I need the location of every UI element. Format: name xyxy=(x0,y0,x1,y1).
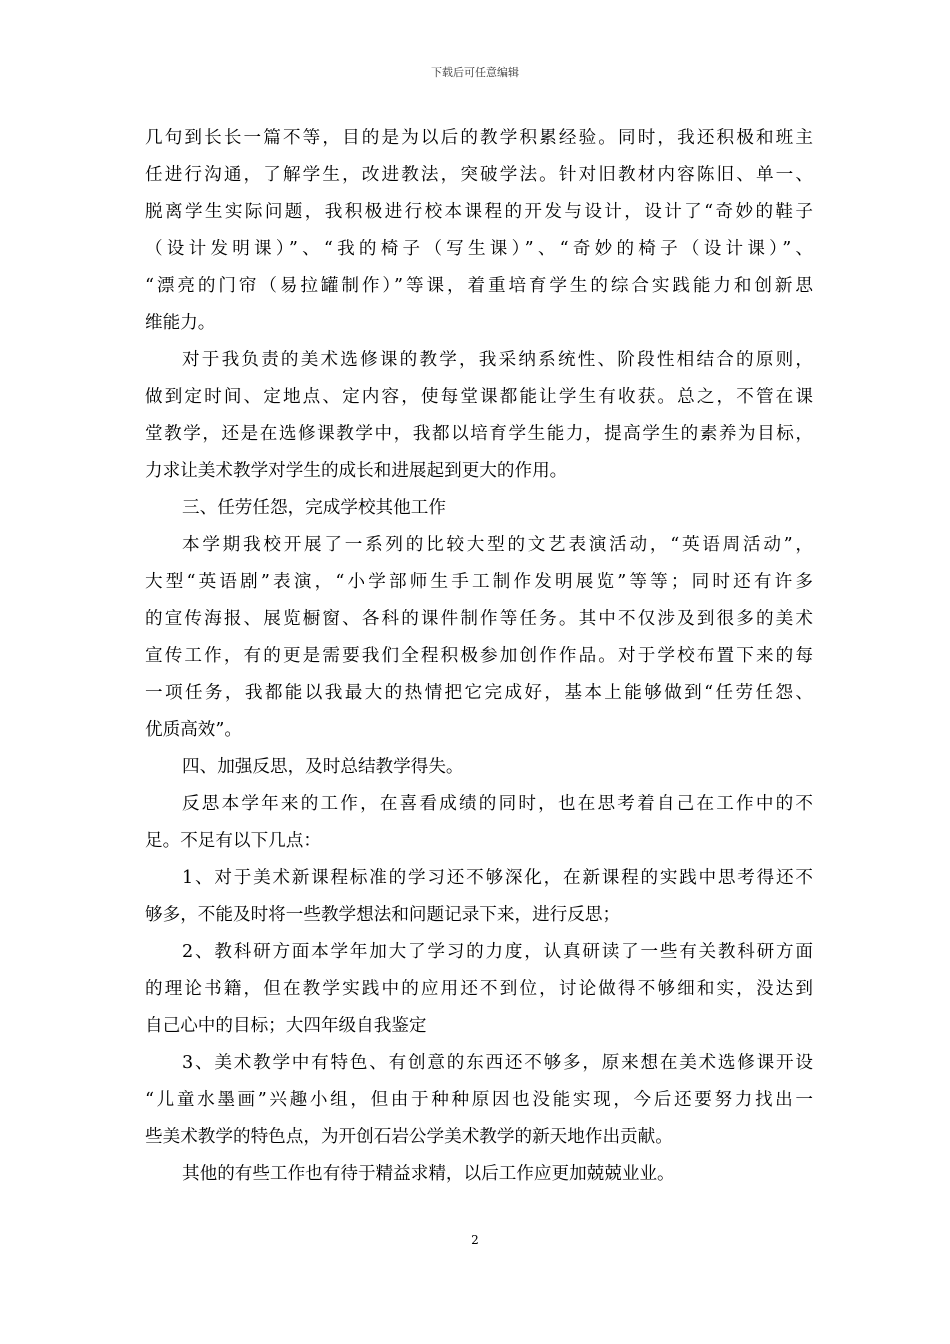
text-line: 脱离学生实际问题，我积极进行校本课程的开发与设计，设计了“奇妙的鞋子 xyxy=(145,202,813,222)
text-line: 做到定时间、定地点、定内容，使每堂课都能让学生有收获。总之，不管在课 xyxy=(145,387,813,407)
text-line: 2、教科研方面本学年加大了学习的力度，认真研读了一些有关教科研方面 xyxy=(182,942,813,962)
page-number: 2 xyxy=(471,1233,479,1247)
text-line: 堂教学，还是在选修课教学中，我都以培育学生能力，提高学生的素养为目标， xyxy=(145,424,813,444)
text-line: 1、对于美术新课程标准的学习还不够深化，在新课程的实践中思考得还不 xyxy=(182,868,813,888)
text-line: 的理论书籍，但在教学实践中的应用还不到位，讨论做得不够细和实，没达到 xyxy=(145,979,813,999)
text-line: 3、美术教学中有特色、有创意的东西还不够多，原来想在美术选修课开设 xyxy=(182,1053,813,1073)
text-line: “漂亮的门帘（易拉罐制作）”等课，着重培育学生的综合实践能力和创新思 xyxy=(145,276,813,296)
text-line: “儿童水墨画”兴趣小组，但由于种种原因也没能实现，今后还要努力找出一 xyxy=(145,1090,813,1110)
text-line: 任进行沟通，了解学生，改进教法，突破学法。针对旧教材内容陈旧、单一、 xyxy=(145,165,813,185)
text-line: 自己心中的目标；大四年级自我鉴定 xyxy=(145,1016,427,1036)
text-line: （设计发明课）”、“我的椅子（写生课）”、“奇妙的椅子（设计课）”、 xyxy=(145,239,813,259)
text-line: 对于我负责的美术选修课的教学，我采纳系统性、阶段性相结合的原则， xyxy=(182,350,813,370)
text-line: 本学期我校开展了一系列的比较大型的文艺表演活动，“英语周活动”， xyxy=(182,535,813,555)
text-line: 的宣传海报、展览橱窗、各科的课件制作等任务。其中不仅涉及到很多的美术 xyxy=(145,609,813,629)
section-heading: 四、加强反思，及时总结教学得失。 xyxy=(182,757,464,777)
section-heading: 三、任劳任怨，完成学校其他工作 xyxy=(182,498,446,518)
text-line: 优质高效”。 xyxy=(145,720,242,740)
text-line: 反思本学年来的工作，在喜看成绩的同时，也在思考着自己在工作中的不 xyxy=(182,794,813,814)
text-line: 足。不足有以下几点： xyxy=(145,831,321,851)
text-line: 够多，不能及时将一些教学想法和问题记录下来，进行反思； xyxy=(145,905,621,925)
text-line: 些美术教学的特色点，为开创石岩公学美术教学的新天地作出贡献。 xyxy=(145,1127,673,1147)
document-body xyxy=(145,120,813,1193)
text-line: 一项任务，我都能以我最大的热情把它完成好，基本上能够做到“任劳任怨、 xyxy=(145,683,813,703)
text-line: 其他的有些工作也有待于精益求精，以后工作应更加兢兢业业。 xyxy=(182,1164,675,1184)
text-line: 几句到长长一篇不等，目的是为以后的教学积累经验。同时，我还积极和班主 xyxy=(145,128,813,148)
text-line: 大型“英语剧”表演，“小学部师生手工制作发明展览”等等；同时还有许多 xyxy=(145,572,813,592)
text-line: 宣传工作，有的更是需要我们全程积极参加创作作品。对于学校布置下来的每 xyxy=(145,646,813,666)
text-line: 力求让美术教学对学生的成长和进展起到更大的作用。 xyxy=(145,461,568,481)
text-line: 维能力。 xyxy=(145,313,216,333)
page-header: 下载后可任意编辑 xyxy=(431,66,519,79)
